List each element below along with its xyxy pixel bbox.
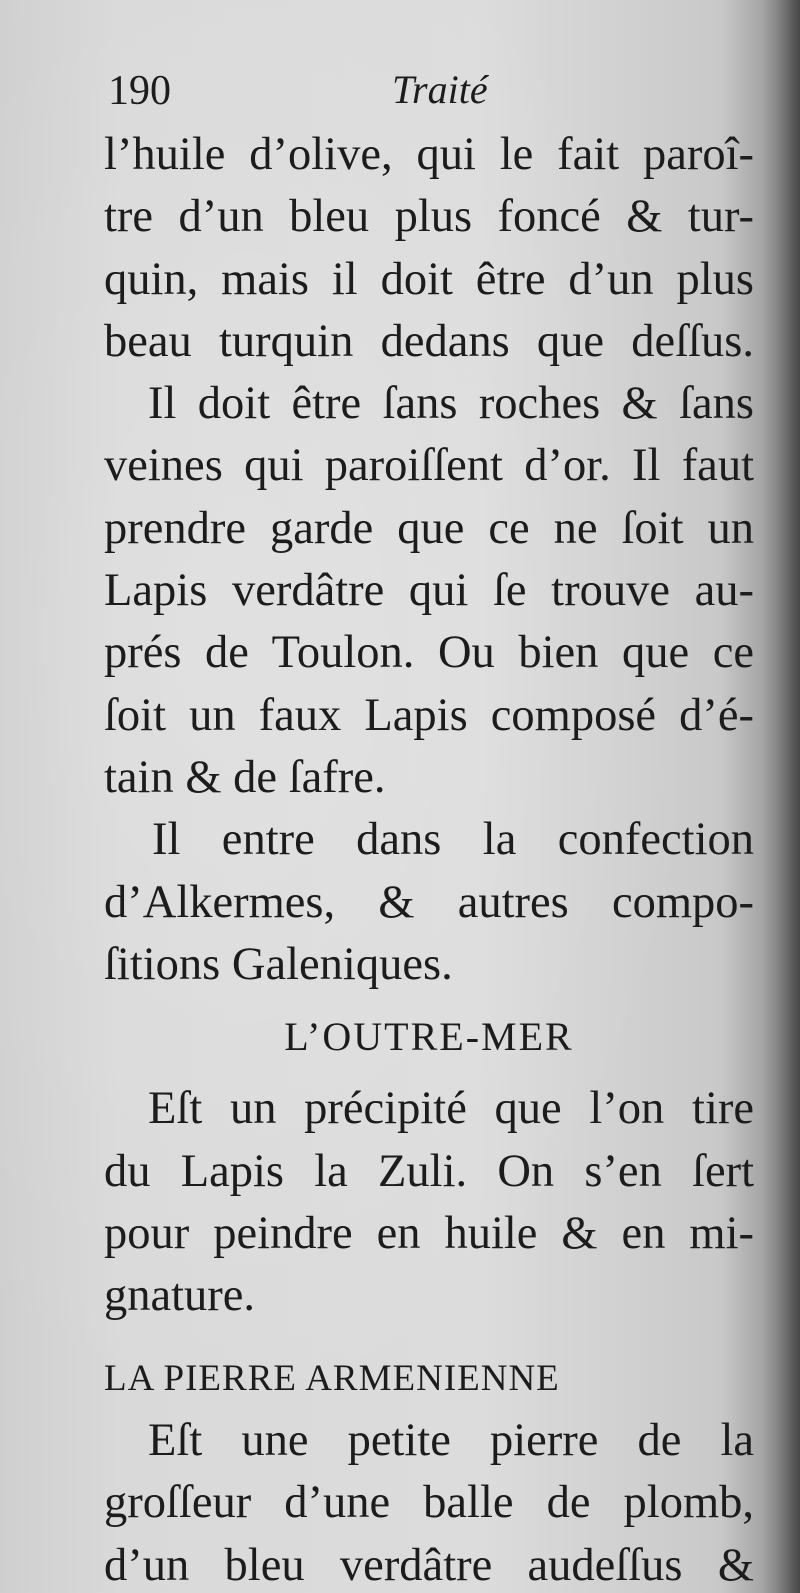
text-line: l’huile d’olive, qui le fait paroî- <box>104 129 754 180</box>
text-line: tre d’un bleu plus foncé & tur- <box>104 191 754 243</box>
text-line: ſitions Galeniques. <box>104 938 453 990</box>
text-line: du Lapis la Zuli. On s’en ſert <box>104 1145 754 1197</box>
running-head: Traité <box>392 67 488 112</box>
page-edge-shadow <box>762 0 800 1593</box>
text-line: Il doit être ſans roches & ſans <box>148 378 754 430</box>
text-line: veines qui paroiſſent d’or. Il faut <box>104 440 754 492</box>
section-heading: LA PIERRE ARMENIENNE <box>104 1357 560 1399</box>
text-line: Eſt un précipité que l’on tire <box>148 1083 754 1135</box>
spacer <box>104 1328 754 1348</box>
spacer <box>104 996 754 1006</box>
page-header <box>0 66 800 122</box>
text-line: Eſt une petite pierre de la <box>148 1414 754 1466</box>
text-line: Il entre dans la confection <box>152 814 754 866</box>
section-heading: L’OUTRE-MER <box>284 1014 574 1060</box>
text-line: prés de Toulon. Ou bien que ce <box>104 627 754 679</box>
text-line: tain & de ſafre. <box>104 751 386 803</box>
text-line: pour peindre en huile & en mi- <box>104 1208 754 1260</box>
text-line: groſſeur d’une balle de plomb, <box>104 1477 754 1529</box>
text-line: Lapis verdâtre qui ſe trouve au- <box>104 565 754 617</box>
text-line: beau turquin dedans que deſſus. <box>104 315 754 367</box>
text-line: gnature. <box>104 1270 256 1322</box>
text-line: ſoit un faux Lapis composé d’é- <box>104 689 754 741</box>
page-text <box>104 124 754 1593</box>
page-number: 190 <box>108 68 171 114</box>
text-line: d’Alkermes, & autres compo- <box>104 876 754 928</box>
text-line: prendre garde que ce ne ſoit un <box>104 502 754 554</box>
spacer <box>104 1068 754 1078</box>
text-line: d’un bleu verdâtre audeſſus & <box>104 1539 754 1591</box>
text-line: quin, mais il doit être d’un plus <box>104 253 754 305</box>
